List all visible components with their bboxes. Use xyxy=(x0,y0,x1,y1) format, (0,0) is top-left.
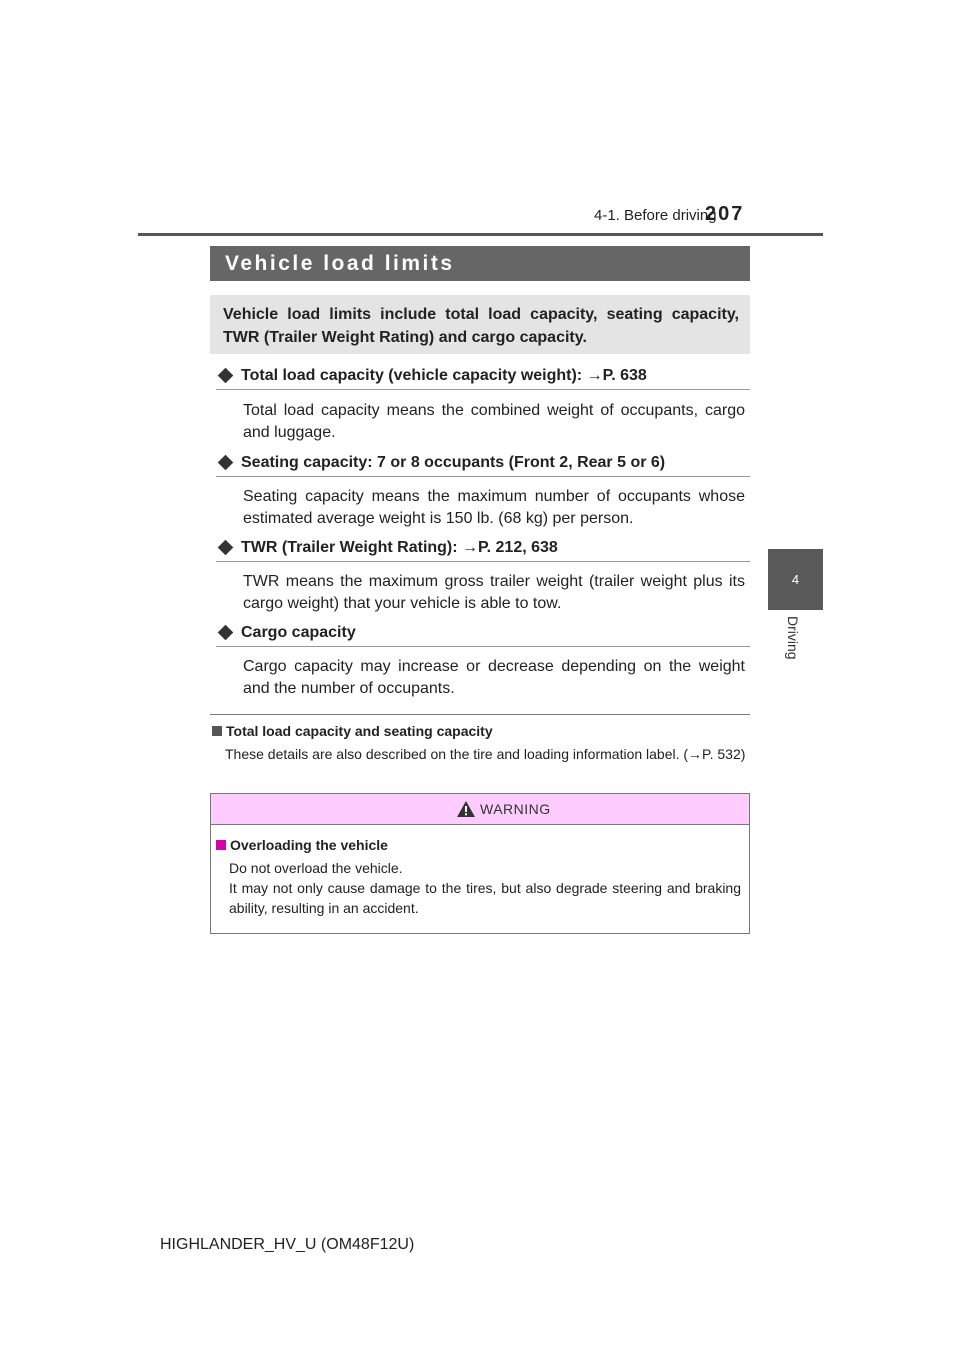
diamond-bullet-icon xyxy=(218,539,234,555)
square-bullet-icon xyxy=(216,840,226,850)
item-body-total-load: Total load capacity means the combined weight of occupants, cargo and luggage. xyxy=(243,402,745,441)
square-bullet-icon xyxy=(212,726,222,736)
item-heading-text: TWR (Trailer Weight Rating): →P. 212, 638 xyxy=(241,539,558,556)
item-heading-seating xyxy=(216,454,750,477)
warning-box xyxy=(210,793,750,934)
item-body-twr: TWR means the maximum gross trailer weight (trailer weight plus its cargo weight) that your vehicle is able to tow. xyxy=(243,573,745,612)
chapter-tab-label xyxy=(783,616,807,668)
warning-text xyxy=(229,858,741,918)
item-heading-text: Cargo capacity xyxy=(241,624,356,641)
section-title: Vehicle load limits xyxy=(225,252,455,275)
header-rule xyxy=(138,233,823,236)
section-title-bar xyxy=(210,246,750,281)
warning-line-1: Do not overload the vehicle. xyxy=(229,860,403,876)
note-heading-text: Total load capacity and seating capacity xyxy=(226,723,493,739)
diamond-bullet-icon xyxy=(218,367,234,383)
chapter-tab xyxy=(768,549,823,610)
item-heading-total-load xyxy=(216,367,750,390)
intro-box xyxy=(210,295,750,354)
warning-label: WARNING xyxy=(480,801,551,817)
item-heading-text: Seating capacity: 7 or 8 occupants (Front 2, Rear 5 or 6) xyxy=(241,454,666,471)
item-body-cargo: Cargo capacity may increase or decrease depending on the weight and the number of occupants. xyxy=(243,658,745,697)
warning-heading xyxy=(216,837,388,853)
running-header-section: 4-1. Before driving xyxy=(594,207,717,224)
item-heading-twr xyxy=(216,539,750,562)
page-number: 207 xyxy=(705,203,745,225)
item-heading-cargo xyxy=(216,624,750,647)
warning-triangle-icon xyxy=(457,801,475,817)
diamond-bullet-icon xyxy=(218,624,234,640)
section-divider xyxy=(210,714,750,715)
warning-line-2: It may not only cause damage to the tires, but also degrade steering and braking ability, resulting in an accident. xyxy=(229,880,741,916)
item-body-seating: Seating capacity means the maximum number of occupants whose estimated average weight is 150 lb. (68 kg) per person. xyxy=(243,488,745,527)
note-body: These details are also described on the tire and loading information label. (→P. 532) xyxy=(225,746,746,762)
warning-heading-text: Overloading the vehicle xyxy=(230,837,388,853)
manual-footer-id: HIGHLANDER_HV_U (OM48F12U) xyxy=(160,1236,415,1253)
item-heading-text: Total load capacity (vehicle capacity weight): →P. 638 xyxy=(241,367,647,384)
note-heading xyxy=(212,723,493,739)
diamond-bullet-icon xyxy=(218,454,234,470)
chapter-tab-label-text: Driving xyxy=(785,616,801,660)
chapter-tab-number: 4 xyxy=(791,572,800,587)
intro-text: Vehicle load limits include total load capacity, seating capacity, TWR (Trailer Weight Rating) and cargo capacity. xyxy=(223,306,739,346)
warning-header xyxy=(211,794,749,825)
